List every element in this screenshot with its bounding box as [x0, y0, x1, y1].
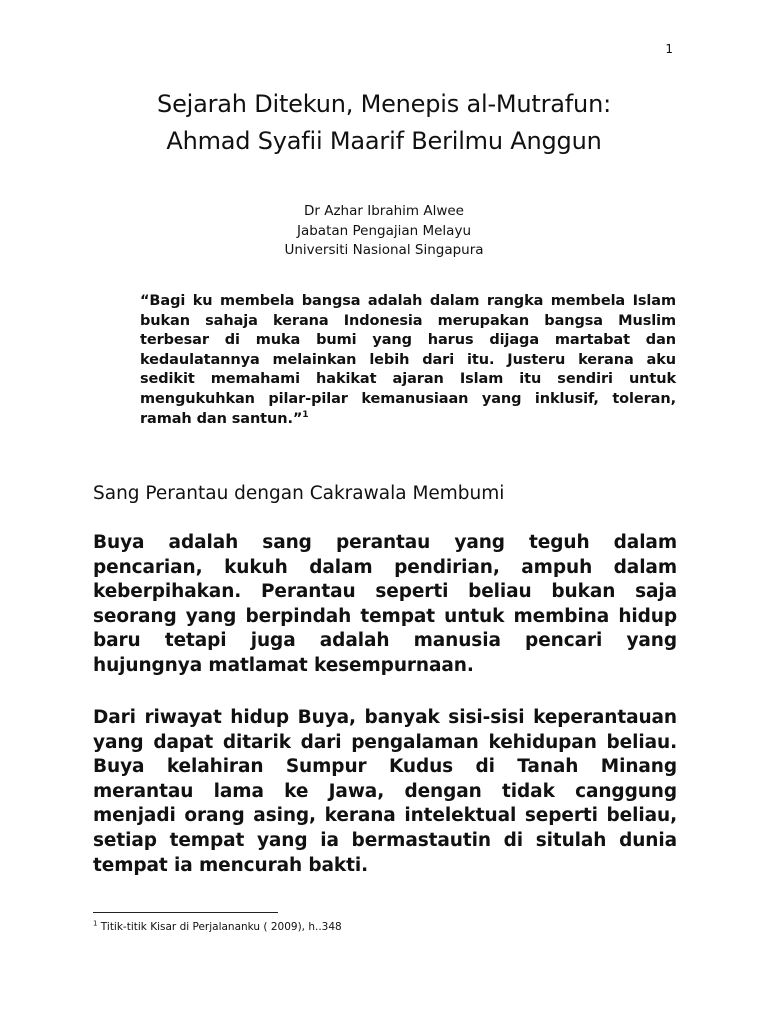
footnote-marker: 1	[93, 919, 98, 928]
epigraph-quote	[140, 292, 676, 429]
page-number: 1	[665, 42, 673, 56]
author-department: Jabatan Pengajian Melayu	[296, 222, 472, 239]
author-block	[180, 202, 588, 261]
body-paragraph-1: Buya adalah sang perantau yang teguh dalam pencarian, kukuh dalam pendirian, ampuh dalam keberpihakan. Perantau seperti beliau bukan saja seorang yang berpindah tempat untuk membina hidup baru tetapi juga adalah manusia pencari yang hujungnya matlamat kesempurnaan.	[93, 532, 677, 676]
author-name: Dr Azhar Ibrahim Alwee	[304, 203, 464, 219]
section-heading: Sang Perantau dengan Cakrawala Membumi	[93, 483, 505, 504]
footnote-text: Titik-titik Kisar di Perjalananku ( 2009), h..348	[97, 921, 342, 933]
title-line-2: Ahmad Syafii Maarif Berilmu Anggun	[166, 127, 602, 155]
quote-text: “Bagi ku membela bangsa adalah dalam rangka membela Islam bukan sahaja kerana Indonesia merupakan bangsa Muslim terbesar di muka bumi yang harus dijaga martabat dan kedaulatannya melainkan lebih dari itu. Justeru kerana aku sedikit memahami hakikat ajaran Islam itu sendiri untuk mengukuhkan pilar-pilar kemanusiaan yang inklusif, toleran, ramah dan santun.”	[140, 293, 676, 427]
author-institution: Universiti Nasional Singapura	[284, 242, 484, 258]
footnote-divider	[93, 912, 278, 913]
title-line-1: Sejarah Ditekun, Menepis al-Mutrafun:	[157, 90, 611, 118]
document-title	[60, 86, 708, 160]
footnote	[93, 920, 342, 934]
quote-footnote-ref[interactable]: 1	[302, 409, 309, 420]
body-paragraph-2: Dari riwayat hidup Buya, banyak sisi-sisi keperantauan yang dapat ditarik dari pengalaman kehidupan beliau. Buya kelahiran Sumpur Kudus di Tanah Minang merantau lama ke Jawa, dengan tidak canggung menjadi orang asing, kerana intelektual seperti beliau, setiap tempat yang ia bermastautin di situlah dunia tempat ia mencurah bakti.	[93, 707, 677, 876]
